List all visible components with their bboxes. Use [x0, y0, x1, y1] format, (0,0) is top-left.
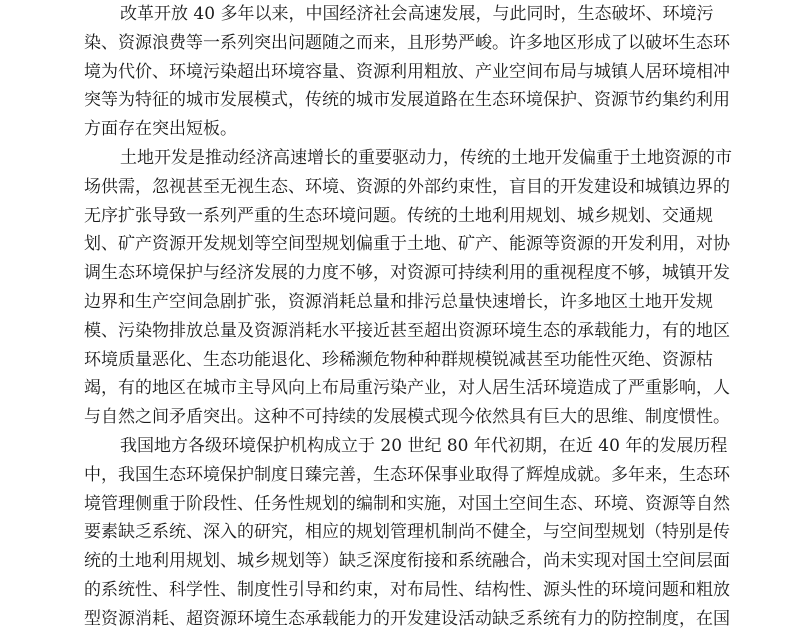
text-line: 划、矿产资源开发规划等空间型规划偏重于土地、矿产、能源等资源的开发利用，对协: [84, 234, 730, 255]
text-line: 境为代价、环境污染超出环境容量、资源利用粗放、产业空间布局与城镇人居环境相冲: [84, 61, 730, 82]
paragraph-environmental-agencies: [84, 432, 730, 634]
text-line: 边界和生产空间急剧扩张，资源消耗总量和排污总量快速增长，许多地区土地开发规: [84, 291, 713, 312]
text-line: 统的土地利用规划、城乡规划等）缺乏深度衔接和系统融合，尚未实现对国土空间层面: [84, 551, 730, 572]
text-line: 竭，有的地区在城市主导风向上布局重污染产业，对人居生活环境造成了严重影响，人: [84, 378, 730, 399]
paragraph-land-development: [84, 144, 732, 432]
paragraph-reform-opening: [84, 0, 730, 144]
text-line: 土地开发是推动经济高速增长的重要驱动力，传统的土地开发偏重于土地资源的市: [120, 147, 732, 168]
text-line: 无序扩张导致一系列严重的生态环境问题。传统的土地利用规划、城乡规划、交通规: [84, 205, 713, 226]
text-line: 模、污染物排放总量及资源消耗水平接近甚至超出资源环境生态的承载能力，有的地区: [84, 320, 730, 341]
text-line: 中，我国生态环境保护制度日臻完善，生态环保事业取得了辉煌成就。多年来，生态环: [84, 464, 730, 485]
text-line: 调生态环境保护与经济发展的力度不够，对资源可持续利用的重视程度不够，城镇开发: [84, 263, 730, 284]
text-line: 我国地方各级环境保护机构成立于 20 世纪 80 年代初期，在近 40 年的发展历程: [120, 435, 728, 456]
text-line: 要素缺乏系统、深入的研究，相应的规划管理机制尚不健全，与空间型规划（特别是传: [84, 522, 730, 543]
text-line: 环境质量恶化、生态功能退化、珍稀濒危物种种群规模锐减甚至功能性灭绝、资源枯: [84, 349, 713, 370]
text-line: 境管理侧重于阶段性、任务性规划的编制和实施，对国土空间生态、环境、资源等自然: [84, 493, 730, 514]
text-line: 染、资源浪费等一系列突出问题随之而来，且形势严峻。许多地区形成了以破坏生态环: [84, 32, 730, 53]
text-line: 型资源消耗、超资源环境生态承载能力的开发建设活动缺乏系统有力的防控制度，在国: [84, 608, 730, 629]
text-line: 的系统性、科学性、制度性引导和约束，对布局性、结构性、源头性的环境问题和粗放: [84, 579, 730, 600]
text-line: 方面存在突出短板。: [84, 119, 237, 140]
document-page: [84, 0, 732, 629]
text-line: 突等为特征的城市发展模式，传统的城市发展道路在生态环境保护、资源节约集约利用: [84, 90, 730, 111]
text-line: 场供需，忽视甚至无视生态、环境、资源的外部约束性，盲目的开发建设和城镇边界的: [84, 176, 730, 197]
text-line: 改革开放 40 多年以来，中国经济社会高速发展，与此同时，生态破坏、环境污: [120, 4, 714, 24]
text-line: 与自然之间矛盾突出。这种不可持续的发展模式现今依然具有巨大的思维、制度惯性。: [84, 407, 730, 428]
